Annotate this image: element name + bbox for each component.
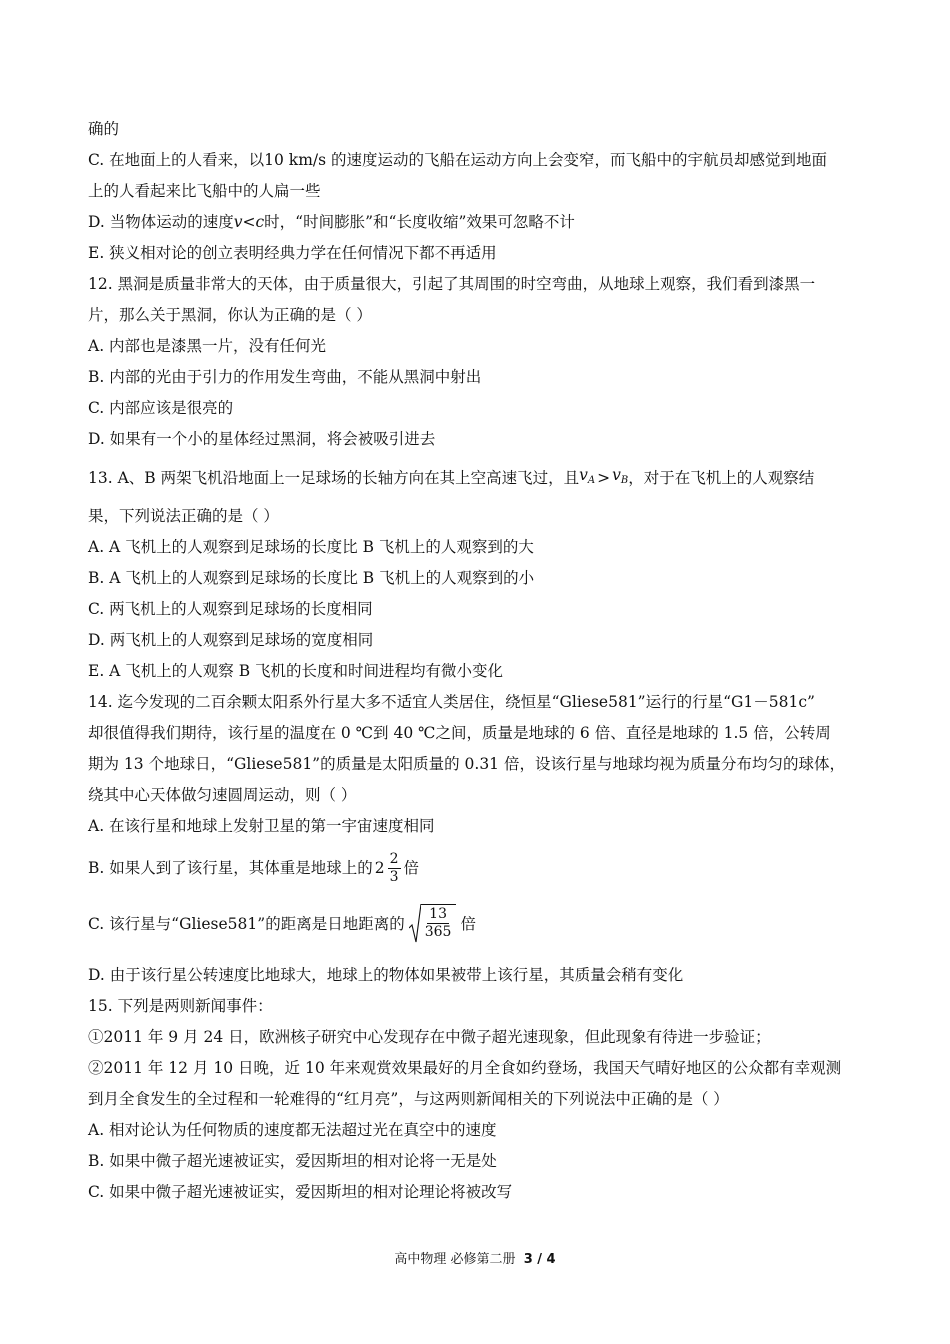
q13-option-b: B. A 飞机上的人观察到足球场的长度比 B 飞机上的人观察到的小 xyxy=(88,569,535,587)
page-content xyxy=(88,114,868,1208)
q14-stem-line1: 14. 迄今发现的二百余颗太阳系外行星大多不适宜人类居住，绕恒星“Gliese581”运行的行星“G1－581c” xyxy=(88,693,815,711)
q12-option-c: C. 内部应该是很亮的 xyxy=(88,399,234,417)
q12-option-a: A. 内部也是漆黑一片，没有任何光 xyxy=(88,337,327,355)
q15-news-2-line2: 到月全食发生的全过程和一轮难得的“红月亮”，与这两则新闻相关的下列说法中正确的是（ ） xyxy=(88,1090,729,1108)
q14-option-a: A. 在该行星和地球上发射卫星的第一宇宙速度相同 xyxy=(88,817,435,835)
footer-title: 高中物理 必修第二册 xyxy=(394,1252,516,1267)
q14-option-c-prefix: C. 该行星与“Gliese581”的距离是日地距离的 xyxy=(88,914,405,933)
q14-stem-line2: 却很值得我们期待，该行星的温度在 0 ℃到 40 ℃之间，质量是地球的 6 倍、直径是地球的 1.5 倍，公转周 xyxy=(88,724,831,742)
footer-page-number: 3 / 4 xyxy=(523,1252,556,1267)
q11-option-d-prefix: D. 当物体运动的速度 xyxy=(88,213,234,231)
q14-option-c xyxy=(88,894,868,954)
q13-greater-than: > xyxy=(597,468,611,487)
q14-option-d: D. 由于该行星公转速度比地球大，地球上的物体如果被带上该行星，其质量会稍有变化 xyxy=(88,966,684,984)
q14-option-b-fraction: $\frac{2}{3}$ xyxy=(389,850,399,885)
q11-option-c-line2: 上的人看起来比飞船中的人扁一些 xyxy=(88,182,321,200)
q14-stem-line4: 绕其中心天体做匀速圆周运动，则（ ） xyxy=(88,786,357,804)
q12-option-d: D. 如果有一个小的星体经过黑洞，将会被吸引进去 xyxy=(88,430,436,448)
q14-option-b-whole: 2 xyxy=(374,858,385,877)
q14-option-b-prefix: B. 如果人到了该行星，其体重是地球上的 xyxy=(88,858,373,877)
q11-option-c-line1: C. 在地面上的人看来，以10 km/s 的速度运动的飞船在运动方向上会变窄，而飞船中的宇航员却感觉到地面 xyxy=(88,151,828,169)
q15-option-c: C. 如果中微子超光速被证实，爱因斯坦的相对论理论将被改写 xyxy=(88,1183,513,1201)
q13-option-d: D. 两飞机上的人观察到足球场的宽度相同 xyxy=(88,631,374,649)
q13-stem-line1 xyxy=(88,455,868,501)
q11-option-d-math: v<c xyxy=(233,213,265,231)
q13-option-a: A. A 飞机上的人观察到足球场的长度比 B 飞机上的人观察到的大 xyxy=(88,538,534,556)
q15-option-b: B. 如果中微子超光速被证实，爱因斯坦的相对论将一无是处 xyxy=(88,1152,497,1170)
q13-option-e: E. A 飞机上的人观察 B 飞机的长度和时间进程均有微小变化 xyxy=(88,662,504,680)
q11-option-d xyxy=(88,207,868,238)
q15-news-1: ①2011 年 9 月 24 日，欧洲核子研究中心发现存在中微子超光速现象，但此现象有待进一步验证； xyxy=(88,1028,771,1046)
q14-option-c-suffix: 倍 xyxy=(460,914,476,933)
q13-option-c: C. 两飞机上的人观察到足球场的长度相同 xyxy=(88,600,373,618)
q13-stem-line2: 果，下列说法正确的是（ ） xyxy=(88,507,279,525)
q12-option-b: B. 内部的光由于引力的作用发生弯曲，不能从黑洞中射出 xyxy=(88,368,482,386)
q13-stem-suffix: ，对于在飞机上的人观察结 xyxy=(628,468,815,487)
q15-stem: 15. 下列是两则新闻事件： xyxy=(88,997,273,1015)
q13-velocity-a: $v_A$ xyxy=(579,466,596,486)
q15-news-2-line1: ②2011 年 12 月 10 日晚，近 10 年来观赏效果最好的月全食如约登场，我国天气晴好地区的公众都有幸观测 xyxy=(88,1059,842,1077)
q13-velocity-b: $v_B$ xyxy=(612,466,629,486)
q11-continuation: 确的 xyxy=(88,120,120,138)
q15-option-a: A. 相对论认为任何物质的速度都无法超过光在真空中的速度 xyxy=(88,1121,497,1139)
q12-stem-line1: 12. 黑洞是质量非常大的天体，由于质量很大，引起了其周围的时空弯曲，从地球上观察，我们看到漆黑一 xyxy=(88,275,816,293)
q14-option-c-sqrt: $\frac{13}{365}$ xyxy=(409,904,457,944)
page-footer xyxy=(0,1248,950,1267)
q13-stem-prefix: 13. A、B 两架飞机沿地面上一足球场的长轴方向在其上空高速飞过，且 xyxy=(88,468,580,487)
q12-stem-line2: 片，那么关于黑洞，你认为正确的是（ ） xyxy=(88,306,372,324)
q11-option-d-suffix: 时，“时间膨胀”和“长度收缩”效果可忽略不计 xyxy=(264,213,575,231)
q14-option-b xyxy=(88,842,868,894)
q11-option-e: E. 狭义相对论的创立表明经典力学在任何情况下都不再适用 xyxy=(88,244,497,262)
radical-sign-icon xyxy=(409,904,421,944)
q14-stem-line3: 期为 13 个地球日，“Gliese581”的质量是太阳质量的 0.31 倍，设该行星与地球均视为质量分布均匀的球体， xyxy=(88,755,845,773)
q14-option-b-suffix: 倍 xyxy=(403,858,420,877)
